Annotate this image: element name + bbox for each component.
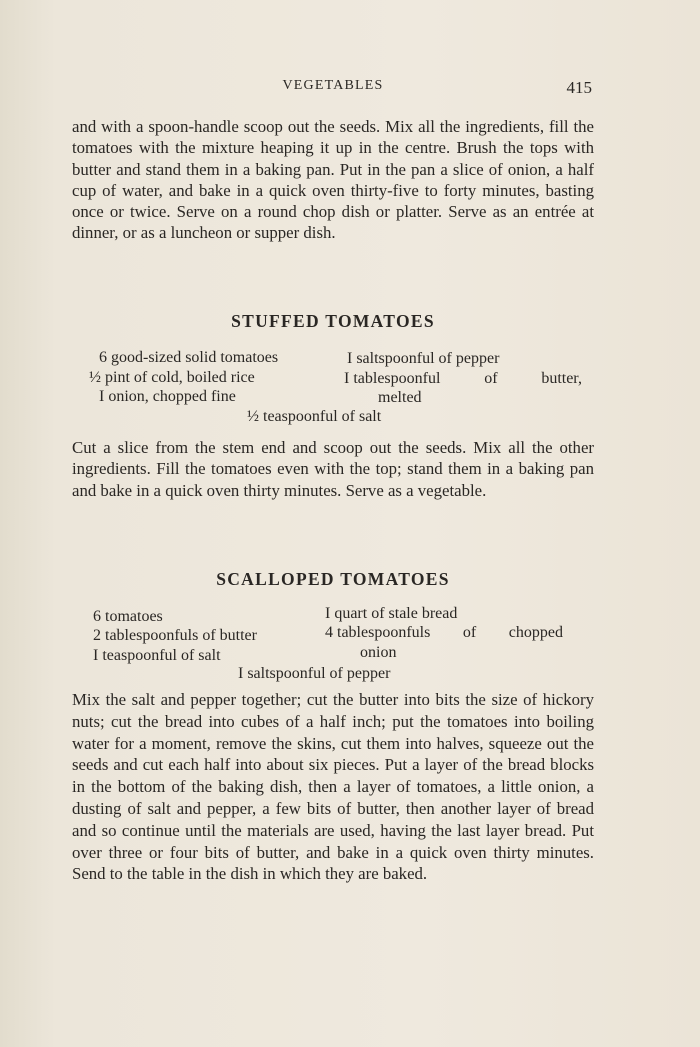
ingredient-part: butter,: [541, 370, 582, 387]
ingredient: 6 good-sized solid tomatoes: [99, 349, 279, 366]
ingredient-part: chopped: [508, 624, 563, 641]
page-header: [72, 76, 594, 100]
page-number: 415: [566, 78, 592, 97]
ingredient: onion: [360, 644, 397, 661]
ingredient: [344, 369, 582, 388]
ingredient: ½ pint of cold, boiled rice: [89, 369, 255, 386]
ingredient: melted: [378, 389, 422, 406]
ingredient: 6 tomatoes: [93, 608, 163, 625]
ingredient: I saltspoonful of pepper: [347, 350, 500, 367]
ingredient-part: of: [462, 624, 477, 641]
recipe-title-scalloped-tomatoes: SCALLOPED TOMATOES: [216, 569, 450, 589]
directions-stuffed-tomatoes: Cut a slice from the stem end and scoop out the seeds. Mix all the other ingredients. Fill the tomatoes even with the top; stand them in a baking pan and bake in a quick oven thirty minutes. Serve as a vegetable.: [72, 438, 594, 500]
ingredient-part: of: [484, 370, 498, 387]
ingredient: [325, 623, 563, 642]
ingredient: I quart of stale bread: [325, 605, 458, 622]
directions-scalloped-tomatoes: Mix the salt and pepper together; cut the butter into bits the size of hickory nuts; cut the bread into cubes of a half inch; put the tomatoes into boiling water for a moment, remove the skins, cut them into halves, squeeze out the seeds and cut each half into about six pieces. Put a layer of the bread blocks in the bottom of the baking dish, then a layer of tomatoes, a little onion, a dusting of salt and pepper, a few bits of butter, then another layer of bread and so continue until the materials are used, having the last layer bread. Put over three or four bits of butter, and bake in a quick oven thirty minutes. Send to the table in the dish in which they are baked.: [72, 690, 594, 884]
ingredient: I onion, chopped fine: [99, 388, 236, 405]
intro-paragraph: and with a spoon-handle scoop out the seeds. Mix all the ingredients, fill the tomatoes with the mixture heaping it up in the centre. Brush the tops with butter and stand them in a baking pan. Put in the pan a slice of onion, a half cup of water, and bake in a quick oven thirty-five to forty minutes, basting once or twice. Serve on a round chop dish or platter. Serve as an entrée at dinner, or as a luncheon or supper dish.: [72, 117, 594, 243]
ingredient-part: I tablespoonful: [344, 370, 441, 387]
running-title: VEGETABLES: [282, 78, 384, 93]
ingredient: I saltspoonful of pepper: [238, 665, 391, 682]
ingredient-part: 4 tablespoonfuls: [325, 624, 431, 641]
ingredient: I teaspoonful of salt: [93, 647, 221, 664]
recipe-title-stuffed-tomatoes: STUFFED TOMATOES: [231, 311, 435, 331]
ingredient: ½ teaspoonful of salt: [247, 408, 382, 425]
ingredient: 2 tablespoonfuls of butter: [93, 627, 257, 644]
